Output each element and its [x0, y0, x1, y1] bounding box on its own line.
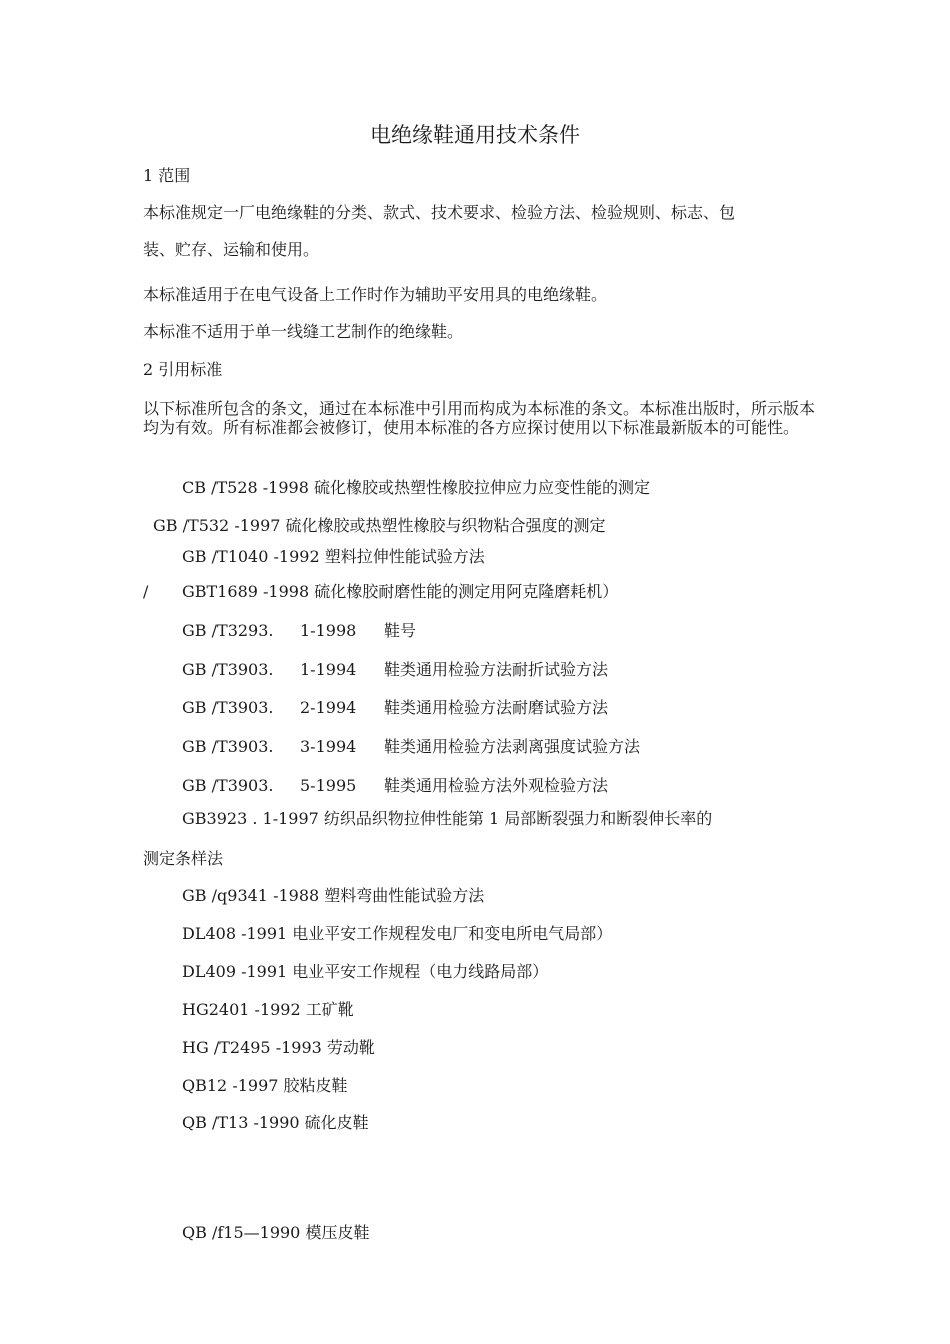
reference-item [182, 962, 548, 982]
reference-text: HG /T2495 -1993 劳动靴 [182, 1038, 375, 1057]
reference-item [182, 886, 484, 906]
reference-name: 鞋类通用检验方法外观检验方法 [384, 776, 609, 795]
reference-code: GB /T3903. [182, 660, 274, 679]
section-1-heading: 1 范围 [143, 166, 191, 185]
reference-code: GB /T3293. [182, 621, 274, 640]
reference-item [182, 582, 618, 602]
reference-code: GB /T3903. [182, 698, 274, 717]
reference-item [182, 1000, 354, 1020]
reference-item [182, 809, 712, 829]
reference-part: 3-1994 [300, 737, 357, 756]
reference-item [182, 1076, 348, 1096]
reference-item [182, 1113, 369, 1133]
document-title: 电绝缘鞋通用技术条件 [370, 123, 580, 147]
scope-exclusion-paragraph: 本标准不适用于单一线缝工艺制作的绝缘鞋。 [143, 322, 464, 341]
scope-paragraph-line-1: 本标准规定一厂电绝缘鞋的分类、款式、技术要求、检验方法、检验规则、标志、包 [143, 203, 736, 222]
reference-text: GB3923 . 1-1997 纺织品织物拉伸性能第 1 局部断裂强力和断裂伸长率的 [182, 809, 713, 828]
reference-text: HG2401 -1992 工矿靴 [182, 1000, 354, 1019]
scope-paragraph-line-2: 装、贮存、运输和使用。 [143, 240, 320, 259]
reference-slash-mark: / [143, 582, 149, 601]
reference-name: 鞋号 [384, 621, 417, 640]
reference-part: 2-1994 [300, 698, 357, 717]
reference-text: DL408 -1991 电业平安工作规程发电厂和变电所电气局部） [182, 924, 613, 943]
reference-item [182, 547, 485, 567]
reference-code: GB /T3903. [182, 737, 274, 756]
reference-text: QB /T13 -1990 硫化皮鞋 [182, 1113, 369, 1132]
reference-item [182, 1223, 369, 1243]
reference-text: GBT1689 -1998 硫化橡胶耐磨性能的测定用阿克隆磨耗机） [182, 582, 619, 601]
reference-text: GB /T532 -1997 硫化橡胶或热塑性橡胶与织物粘合强度的测定 [153, 516, 606, 535]
reference-part: 1-1998 [300, 621, 357, 640]
scope-applicability-paragraph: 本标准适用于在电气设备上工作时作为辅助平安用具的电绝缘鞋。 [143, 285, 608, 304]
reference-text: CB /T528 -1998 硫化橡胶或热塑性橡胶拉伸应力应变性能的测定 [182, 478, 650, 497]
reference-name: 鞋类通用检验方法耐磨试验方法 [384, 698, 609, 717]
reference-text: QB12 -1997 胶粘皮鞋 [182, 1076, 348, 1095]
reference-name: 鞋类通用检验方法耐折试验方法 [384, 660, 609, 679]
section-2-heading: 2 引用标准 [143, 360, 223, 379]
reference-text: GB /T1040 -1992 塑料拉伸性能试验方法 [182, 547, 485, 566]
reference-part: 1-1994 [300, 660, 357, 679]
reference-item [182, 478, 650, 498]
reference-continuation: 测定条样法 [143, 849, 224, 868]
reference-code: GB /T3903. [182, 776, 274, 795]
reference-name: 鞋类通用检验方法剥离强度试验方法 [384, 737, 641, 756]
references-intro-paragraph: 以下标准所包含的条文，通过在本标准中引用而构成为本标准的条文。本标准出版时，所示版本均为有效。所有标准都会被修订，使用本标准的各方应探讨使用以下标准最新版本的可能性。 [143, 399, 816, 437]
reference-item [182, 1038, 375, 1058]
reference-item [153, 516, 606, 536]
reference-item [182, 924, 612, 944]
reference-part: 5-1995 [300, 776, 357, 795]
reference-text: DL409 -1991 电业平安工作规程（电力线路局部） [182, 962, 549, 981]
reference-text: GB /q9341 -1988 塑料弯曲性能试验方法 [182, 886, 485, 905]
reference-text: QB /f15—1990 模压皮鞋 [182, 1223, 370, 1242]
